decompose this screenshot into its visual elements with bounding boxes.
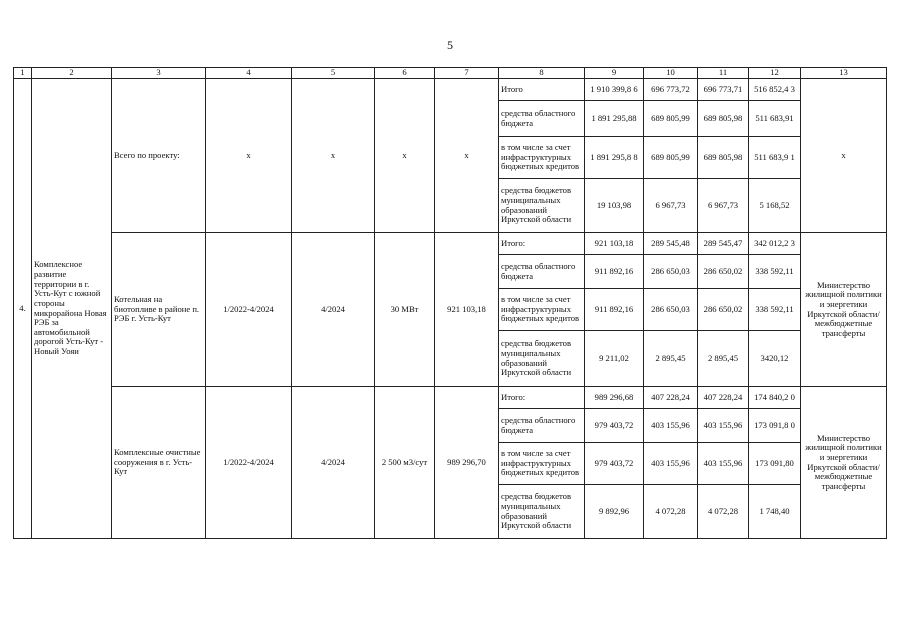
value-cell: 689 805,99 bbox=[644, 137, 698, 179]
budget-table bbox=[13, 67, 887, 539]
value-cell: 516 852,4 3 bbox=[749, 79, 801, 101]
value-cell: 511 683,9 1 bbox=[749, 137, 801, 179]
value-cell: 1 891 295,8 8 bbox=[585, 137, 644, 179]
value-cell: 286 650,02 bbox=[698, 289, 749, 331]
row-number: 4. bbox=[14, 79, 32, 539]
funding-label: Итого bbox=[499, 79, 585, 101]
value-cell: 407 228,24 bbox=[644, 387, 698, 409]
funding-label: средства бюджетов муниципальных образований Иркутской области bbox=[499, 179, 585, 233]
value-cell: 342 012,2 3 bbox=[749, 233, 801, 255]
value-cell: 989 296,68 bbox=[585, 387, 644, 409]
funding-label: в том числе за счет инфраструктурных бюджетных кредитов bbox=[499, 137, 585, 179]
value-cell: 921 103,18 bbox=[585, 233, 644, 255]
header-cell: 2 bbox=[32, 68, 112, 79]
value-cell: 403 155,96 bbox=[644, 409, 698, 443]
table-row bbox=[14, 233, 887, 255]
value-cell: 403 155,96 bbox=[698, 409, 749, 443]
header-cell: 12 bbox=[749, 68, 801, 79]
value-cell: 338 592,11 bbox=[749, 255, 801, 289]
funding-label: в том числе за счет инфраструктурных бюджетных кредитов bbox=[499, 289, 585, 331]
header-cell: 13 bbox=[801, 68, 887, 79]
executor: Министерство жилищной политики и энергетики Иркутской области/ межбюджетные трансферты bbox=[801, 233, 887, 387]
table-row bbox=[14, 387, 887, 409]
value-cell: 9 211,02 bbox=[585, 331, 644, 387]
header-row bbox=[14, 68, 887, 79]
header-cell: 1 bbox=[14, 68, 32, 79]
value-cell: 2 895,45 bbox=[644, 331, 698, 387]
project-name: Комплексное развитие территории в г. Усть-Кут с южной стороны микрорайона Новая РЭБ за автомобильной дорогой Усть-Кут - Новый Уояи bbox=[32, 79, 112, 539]
value-cell: 19 103,98 bbox=[585, 179, 644, 233]
header-cell: 11 bbox=[698, 68, 749, 79]
completion: x bbox=[292, 79, 375, 233]
value-cell: 403 155,96 bbox=[698, 443, 749, 485]
value-cell: 286 650,02 bbox=[698, 255, 749, 289]
value-cell: 689 805,99 bbox=[644, 101, 698, 137]
value-cell: 3420,12 bbox=[749, 331, 801, 387]
capacity: 2 500 м3/сут bbox=[375, 387, 435, 539]
period: 1/2022-4/2024 bbox=[206, 233, 292, 387]
value-cell: 689 805,98 bbox=[698, 137, 749, 179]
value-cell: 1 910 399,8 6 bbox=[585, 79, 644, 101]
value-cell: 511 683,91 bbox=[749, 101, 801, 137]
cost: 989 296,70 bbox=[435, 387, 499, 539]
value-cell: 338 592,11 bbox=[749, 289, 801, 331]
funding-label: средства бюджетов муниципальных образований Иркутской области bbox=[499, 331, 585, 387]
value-cell: 9 892,96 bbox=[585, 485, 644, 539]
funding-label: Итого: bbox=[499, 233, 585, 255]
value-cell: 979 403,72 bbox=[585, 409, 644, 443]
value-cell: 979 403,72 bbox=[585, 443, 644, 485]
value-cell: 173 091,80 bbox=[749, 443, 801, 485]
funding-label: Итого: bbox=[499, 387, 585, 409]
value-cell: 5 168,52 bbox=[749, 179, 801, 233]
executor: x bbox=[801, 79, 887, 233]
value-cell: 289 545,48 bbox=[644, 233, 698, 255]
value-cell: 407 228,24 bbox=[698, 387, 749, 409]
page-number: 5 bbox=[447, 38, 453, 52]
capacity: 30 МВт bbox=[375, 233, 435, 387]
value-cell: 696 773,72 bbox=[644, 79, 698, 101]
funding-label: средства областного бюджета bbox=[499, 409, 585, 443]
value-cell: 2 895,45 bbox=[698, 331, 749, 387]
value-cell: 911 892,16 bbox=[585, 289, 644, 331]
value-cell: 289 545,47 bbox=[698, 233, 749, 255]
value-cell: 1 891 295,88 bbox=[585, 101, 644, 137]
value-cell: 4 072,28 bbox=[644, 485, 698, 539]
executor: Министерство жилищной политики и энергетики Иркутской области/ межбюджетные трансферты bbox=[801, 387, 887, 539]
value-cell: 911 892,16 bbox=[585, 255, 644, 289]
object-name: Комплексные очистные сооружения в г. Усть-Кут bbox=[112, 387, 206, 539]
period: x bbox=[206, 79, 292, 233]
header-cell: 5 bbox=[292, 68, 375, 79]
header-cell: 3 bbox=[112, 68, 206, 79]
header-cell: 9 bbox=[585, 68, 644, 79]
funding-label: в том числе за счет инфраструктурных бюджетных кредитов bbox=[499, 443, 585, 485]
funding-label: средства областного бюджета bbox=[499, 101, 585, 137]
value-cell: 173 091,8 0 bbox=[749, 409, 801, 443]
value-cell: 1 748,40 bbox=[749, 485, 801, 539]
table-row bbox=[14, 79, 887, 101]
cost: x bbox=[435, 79, 499, 233]
value-cell: 696 773,71 bbox=[698, 79, 749, 101]
object-name: Всего по проекту: bbox=[112, 79, 206, 233]
value-cell: 689 805,98 bbox=[698, 101, 749, 137]
value-cell: 4 072,28 bbox=[698, 485, 749, 539]
value-cell: 174 840,2 0 bbox=[749, 387, 801, 409]
completion: 4/2024 bbox=[292, 233, 375, 387]
value-cell: 286 650,03 bbox=[644, 255, 698, 289]
header-cell: 6 bbox=[375, 68, 435, 79]
value-cell: 403 155,96 bbox=[644, 443, 698, 485]
value-cell: 6 967,73 bbox=[644, 179, 698, 233]
period: 1/2022-4/2024 bbox=[206, 387, 292, 539]
funding-label: средства областного бюджета bbox=[499, 255, 585, 289]
header-cell: 4 bbox=[206, 68, 292, 79]
completion: 4/2024 bbox=[292, 387, 375, 539]
header-cell: 7 bbox=[435, 68, 499, 79]
funding-label: средства бюджетов муниципальных образований Иркутской области bbox=[499, 485, 585, 539]
object-name: Котельная на биотопливе в районе п. РЭБ г. Усть-Кут bbox=[112, 233, 206, 387]
header-cell: 10 bbox=[644, 68, 698, 79]
value-cell: 286 650,03 bbox=[644, 289, 698, 331]
value-cell: 6 967,73 bbox=[698, 179, 749, 233]
header-cell: 8 bbox=[499, 68, 585, 79]
cost: 921 103,18 bbox=[435, 233, 499, 387]
capacity: x bbox=[375, 79, 435, 233]
